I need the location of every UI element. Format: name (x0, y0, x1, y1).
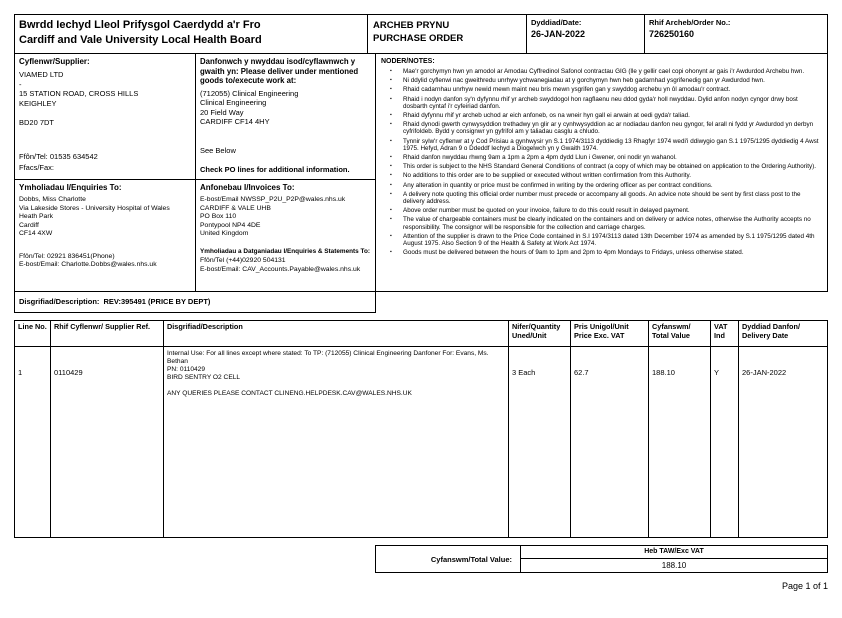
enquiries-email: E-bost/Email: Charlotte.Dobbs@wales.nhs.uk (19, 261, 157, 268)
order-number-label: Rhif Archeb/Order No.: (649, 18, 731, 27)
note-item: ▪ Rhaid dyfynnu rhif yr archeb uchod ar eich anfoneb, os na wneir hyn gall ei arwain at oedi gyda'r taliad. (381, 112, 822, 119)
deliver-address-line: Clinical Engineering (200, 98, 267, 107)
order-date-box (526, 14, 645, 54)
order-number-value: 726250160 (649, 29, 695, 39)
deliver-address-line: 20 Field Way (200, 107, 244, 117)
note-item: ▪ Any alteration in quantity or price must be confirmed in writing by the ordering officer as per contract conditions. (381, 182, 822, 189)
vat-ind-cell: Y (711, 347, 739, 537)
description-cell (164, 347, 509, 537)
date-value: 26-JAN-2022 (531, 29, 586, 39)
deliver-address-line: CARDIFF CF14 4HY (200, 117, 270, 126)
document-title-box (367, 14, 527, 54)
line-items-table (14, 320, 828, 538)
col-header-supplier-ref: Rhif Cyflenwr/ Supplier Ref. (51, 321, 164, 347)
note-item: ▪ Tynnir sylw'r cyflenwr at y Cod Prisiau a gynhwysir yn S.1 1974/3113 dyddiedig 13 Rhagfyr 1974 wedi'i ddiwygio gan S.1 1975/1295 dyddiedig 4 Awst 1975. Hefyd, Adran 9 o Ddeddf Iechyd a Diogelwch yn y Gwaith 1974. (381, 138, 822, 152)
grand-total-label: Cyfanswm/Total Value: (376, 546, 521, 572)
supplier-phone: Ffôn/Tel: 01535 634542 (19, 152, 98, 161)
enquiries-label: Ymholiadau I/Enquiries To: (19, 183, 122, 192)
deliver-address-line: See Below (200, 145, 236, 155)
col-header-delivery-date: Dyddiad Danfon/ Delivery Date (739, 321, 827, 347)
notes-label: NODER/NOTES: (381, 58, 435, 65)
note-item: ▪ Goods must be delivered between the hours of 9am to 1pm and 2pm to 4pm Mondays to Fridays, unless otherwise stated. (381, 249, 822, 256)
quantity-cell: 3 Each (509, 347, 571, 537)
description-line: PN: 0110429 (167, 366, 206, 373)
note-item: ▪ A delivery note quoting this official order number must precede or accompany all goods. An advice note should be sent by first class post to the delivery address. (381, 191, 822, 205)
enquiries-address-line: Dobbs, Miss Charlotte (19, 196, 86, 203)
deliver-to-box (195, 53, 376, 180)
supplier-address-line: VIAMED LTD (19, 70, 64, 79)
description-line (167, 382, 505, 390)
health-board-header (14, 14, 368, 54)
org-name-english: Cardiff and Vale University Local Health Board (19, 34, 262, 46)
org-name-welsh: Bwrdd Iechyd Lleol Prifysgol Caerdydd a'r Fro (19, 19, 261, 31)
order-number-box (644, 14, 828, 54)
deliver-to-label: Danfonwch y nwyddau isod/cyflawnwch y gwaith yn: Please deliver under mentioned goods to/execute work at: (200, 57, 359, 85)
invoices-address-line: E-bost/Email NWSSP_P2U_P2P@wales.nhs.uk (200, 196, 346, 203)
col-header-description: Disgrifiad/Description (164, 321, 509, 347)
supplier-address-line: BD20 7DT (19, 117, 55, 127)
supplier-fax: Ffacs/Fax: (19, 163, 55, 172)
unit-price-cell: 62.7 (571, 347, 649, 537)
note-item: ▪ No additions to this order are to be supplied or executed without written confirmation from this Authority. (381, 172, 822, 179)
invoices-label: Anfonebau I/Invoices To: (200, 183, 295, 192)
notes-box (375, 53, 828, 292)
col-header-vat: VAT Ind (711, 321, 739, 347)
deliver-address-line: (712055) Clinical Engineering (200, 88, 299, 98)
col-header-quantity: Nifer/Quantity Uned/Unit (509, 321, 571, 347)
deliver-address-line (200, 136, 371, 146)
grand-total-value-cell (521, 546, 827, 572)
note-item: ▪ The value of chargeable containers must be clearly indicated on the containers and on delivery or advice notes, otherwise the Authority accepts no responsibility. The consignor will be responsible for the collection and carriage charges. (381, 216, 822, 230)
description-line: ANY QUERIES PLEASE CONTACT CLINENG.HELPDESK.CAV@WALES.NHS.UK (167, 390, 412, 397)
supplier-address-line (19, 108, 191, 118)
note-item: ▪ Rhaid cadarnhau unrhyw newid mewn maint neu bris mewn ysgrifen gan y swyddog archebu yn ôl amodau'r contract. (381, 86, 822, 93)
enquiries-address-line: Cardiff (19, 221, 39, 229)
statements-label: Ymholiadau a Datganiadau I/Enquiries & Statements To: (200, 247, 370, 255)
invoices-address-line: CARDIFF & VALE UHB (200, 204, 271, 212)
supplier-address-line: KEIGHLEY (19, 98, 57, 108)
note-item: ▪ Mae'r gorchymyn hwn yn amodol ar Amodau Cyffredinol Safonol contractau GIG (lle y gellir cael copi ohonynt ar gais i'r Awdurdod Archebu hwn. (381, 68, 822, 75)
enquiries-box (14, 179, 196, 292)
invoices-phone: Ffôn/Tel (+44)02920 504131 (200, 257, 286, 264)
enquiries-address-line: Heath Park (19, 213, 54, 220)
supplier-address-line: - (19, 79, 22, 89)
supplier-box (14, 53, 196, 180)
deliver-note: Check PO lines for additional information. (200, 165, 350, 174)
total-value-cell: 188.10 (649, 347, 711, 537)
col-header-line-no: Line No. (15, 321, 51, 347)
delivery-date-cell: 26-JAN-2022 (742, 368, 787, 377)
grand-total-amount: 188.10 (661, 561, 687, 570)
note-item: ▪ Ni ddylid cyflenwi nac gweithredu unrhyw ychwanegiadau at y gorchymyn hwn heb gadarnhad ysgrifenedig gan yr Awdurdod hwn. (381, 77, 822, 84)
invoices-address-line: United Kingdom (200, 230, 249, 237)
deliver-address-line (200, 127, 371, 137)
enquiries-address-line: CF14 4XW (19, 230, 53, 237)
date-label: Dyddiad/Date: (531, 18, 582, 27)
description-line: Internal Use: For all lines except where stated: To TP: (712055) Clinical Engineering Danfoner For: Evans, Ms. Bethan (167, 350, 489, 365)
invoices-box (195, 179, 376, 292)
note-item: ▪ Rhaid i nodyn danfon sy'n dyfynnu rhif yr archeb swyddogol hon ragflaenu neu ddod gyda'r holl nwyddau. Dylid anfon nodyn cyngor drwy bost dosbarth cyntaf i'r cyfeiriad danfon. (381, 96, 822, 110)
note-item: ▪ Above order number must be quoted on your invoice, failure to do this could result in delayed payment. (381, 207, 822, 214)
order-description-row (14, 291, 376, 313)
description-line: BIRD SENTRY O2 CELL (167, 374, 241, 381)
invoices-email: E-bost/Email: CAV_Accounts.Payable@wales.nhs.uk (200, 265, 361, 273)
col-header-unit-price: Pris Unigol/Unit Price Exc. VAT (571, 321, 649, 347)
col-header-total: Cyfanswm/ Total Value (649, 321, 711, 347)
order-description-label: Disgrifiad/Description: (19, 297, 100, 306)
page-number: Page 1 of 1 (781, 581, 828, 591)
supplier-ref-cell: 0110429 (51, 347, 164, 537)
note-item: ▪ Attention of the supplier is drawn to the Price Code contained in S.I 1974/3113 dated 13th December 1974 as amended by S.1 1975/1295 dated 4th August 1975. Also Section 9 of the Health & Safety at Work Act 1974. (381, 233, 822, 247)
supplier-address-line: 15 STATION ROAD, CROSS HILLS (19, 89, 139, 98)
enquiries-phone: Ffôn/Tel: 02921 836451(Phone) (19, 252, 115, 260)
doc-title-welsh: ARCHEB PRYNU (373, 20, 450, 31)
note-item: ▪ This order is subject to the NHS Standard General Conditions of contract (a copy of which may be obtained on application to the Ordering Authority). (381, 163, 822, 170)
enquiries-address-line: Via Lakeside Stores - University Hospital of Wales (19, 204, 170, 212)
order-description-value: REV:395491 (PRICE BY DEPT) (103, 297, 211, 306)
note-item: ▪ Rhaid danfon nwyddau rhwng 9am a 1pm a 2pm a 4pm dydd Llun i Gwener, oni nodir yn wahanol. (381, 154, 822, 161)
invoices-address-line: Pontypool NP4 4DE (200, 221, 261, 229)
invoices-address-line: PO Box 110 (200, 213, 237, 220)
note-item: ▪ Rhaid dynodi gwerth cynwysyddion trethadwy yn glir ar y cynhwysyddion ac ar nodiadau danfon neu gyngor, fel arall ni fydd yr Awdurdod yn derbyn cyfrifoldeb. Bydd y consignwr yn gyfrifol am y taliadau casglu a chludo. (381, 121, 822, 135)
doc-title-english: PURCHASE ORDER (373, 33, 464, 44)
line-no-cell: 1 (15, 347, 51, 537)
totals-box (375, 545, 828, 573)
supplier-label: Cyflenwr/Supplier: (19, 57, 90, 66)
exc-vat-label: Heb TAW/Exc VAT (521, 546, 827, 559)
